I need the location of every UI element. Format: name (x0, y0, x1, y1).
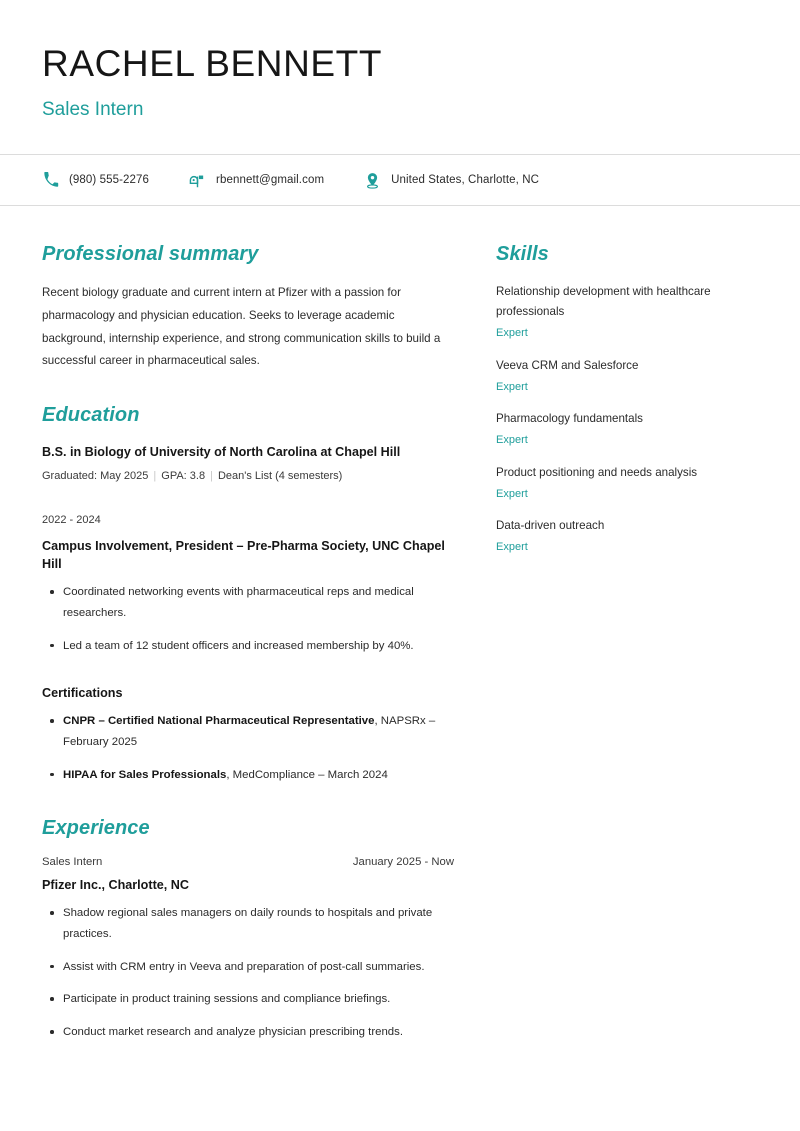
section-professional-summary (42, 242, 454, 372)
education-graduated: Graduated: May 2025 (42, 470, 149, 483)
contact-email[interactable] (189, 172, 324, 189)
list-item (42, 711, 454, 753)
section-heading-summary: Professional summary (42, 243, 259, 266)
education-meta (42, 468, 454, 485)
education-gpa: GPA: 3.8 (161, 470, 206, 483)
summary-text: Recent biology graduate and current intern at Pfizer with a passion for pharmacology and physician education. Seeks to leverage academic background, internship experience, and strong communication skills to build a successful career in pharmaceutical sales. (42, 286, 441, 368)
education-degree: B.S. in Biology of University of North Carolina at Chapel Hill (42, 444, 401, 459)
contact-location[interactable] (364, 172, 539, 189)
contact-bar (0, 155, 800, 205)
contact-phone[interactable] (42, 172, 149, 189)
skill-name: Relationship development with healthcare professionals (496, 285, 711, 319)
certifications-heading: Certifications (42, 685, 123, 700)
experience-dates: January 2025 - Now (352, 855, 454, 868)
list-item: Assist with CRM entry in Veeva and preparation of post-call summaries. (42, 957, 454, 978)
candidate-name: RACHEL BENNETT (42, 43, 383, 84)
experience-topline (42, 856, 454, 868)
skill-level: Expert (496, 327, 528, 340)
section-experience (42, 816, 454, 1043)
skill-entry (496, 463, 758, 502)
experience-entry (42, 856, 454, 1043)
skill-level: Expert (496, 434, 528, 447)
phone-icon (42, 172, 59, 189)
resume-body (0, 206, 800, 1043)
certifications-list (42, 711, 454, 785)
skill-name: Pharmacology fundamentals (496, 412, 643, 426)
skill-name: Product positioning and needs analysis (496, 465, 698, 479)
spacer (42, 485, 454, 513)
certification-name: HIPAA for Sales Professionals (63, 768, 227, 781)
meta-separator: | (210, 470, 213, 483)
skill-entry (496, 356, 758, 395)
certification-detail: , NAPSRx – February 2025 (63, 715, 436, 749)
list-item: Conduct market research and analyze physician prescribing trends. (42, 1022, 454, 1043)
list-item: Participate in product training sessions and compliance briefings. (42, 989, 454, 1010)
location-pin-icon (364, 172, 381, 189)
involvement-dates: 2022 - 2024 (42, 513, 101, 526)
section-education (42, 403, 454, 786)
skill-name: Veeva CRM and Salesforce (496, 358, 639, 372)
section-skills (496, 242, 758, 555)
skill-level: Expert (496, 487, 528, 500)
experience-bullets (42, 903, 454, 1043)
contact-location-label: United States, Charlotte, NC (391, 174, 540, 187)
campus-involvement-entry (42, 513, 454, 657)
experience-role: Sales Intern (42, 855, 103, 868)
skill-name: Data-driven outreach (496, 519, 605, 533)
list-item: Coordinated networking events with pharmaceutical reps and medical researchers. (42, 582, 454, 624)
skill-entry (496, 282, 758, 341)
section-heading-skills: Skills (496, 243, 549, 266)
list-item: Led a team of 12 student officers and increased membership by 40%. (42, 636, 454, 657)
education-honors: Dean's List (4 semesters) (217, 470, 343, 483)
education-entry (42, 443, 454, 485)
meta-separator: | (153, 470, 157, 483)
involvement-bullets (42, 582, 454, 656)
involvement-title: Campus Involvement, President – Pre-Pharma Society, UNC Chapel Hill (42, 538, 445, 572)
skill-entry (496, 516, 758, 555)
section-heading-education: Education (42, 403, 140, 426)
contact-phone-label: (980) 555-2276 (69, 174, 150, 187)
skill-level: Expert (496, 541, 528, 554)
list-item: Shadow regional sales managers on daily rounds to hospitals and private practices. (42, 903, 454, 945)
certifications-entry (42, 685, 454, 786)
sidebar-column (496, 206, 758, 555)
certification-name: CNPR – Certified National Pharmaceutical Representative (63, 715, 375, 728)
experience-company: Pfizer Inc., Charlotte, NC (42, 877, 189, 892)
main-column (42, 206, 454, 1043)
skill-entry (496, 409, 758, 448)
mailbox-icon (189, 172, 206, 189)
candidate-job-title: Sales Intern (42, 98, 144, 120)
section-heading-experience: Experience (42, 816, 150, 839)
contact-email-label: rbennett@gmail.com (216, 174, 325, 187)
resume-header (0, 0, 800, 121)
certification-detail: , MedCompliance – March 2024 (226, 768, 388, 781)
skill-level: Expert (496, 380, 528, 393)
list-item (42, 765, 454, 786)
spacer (42, 657, 454, 685)
